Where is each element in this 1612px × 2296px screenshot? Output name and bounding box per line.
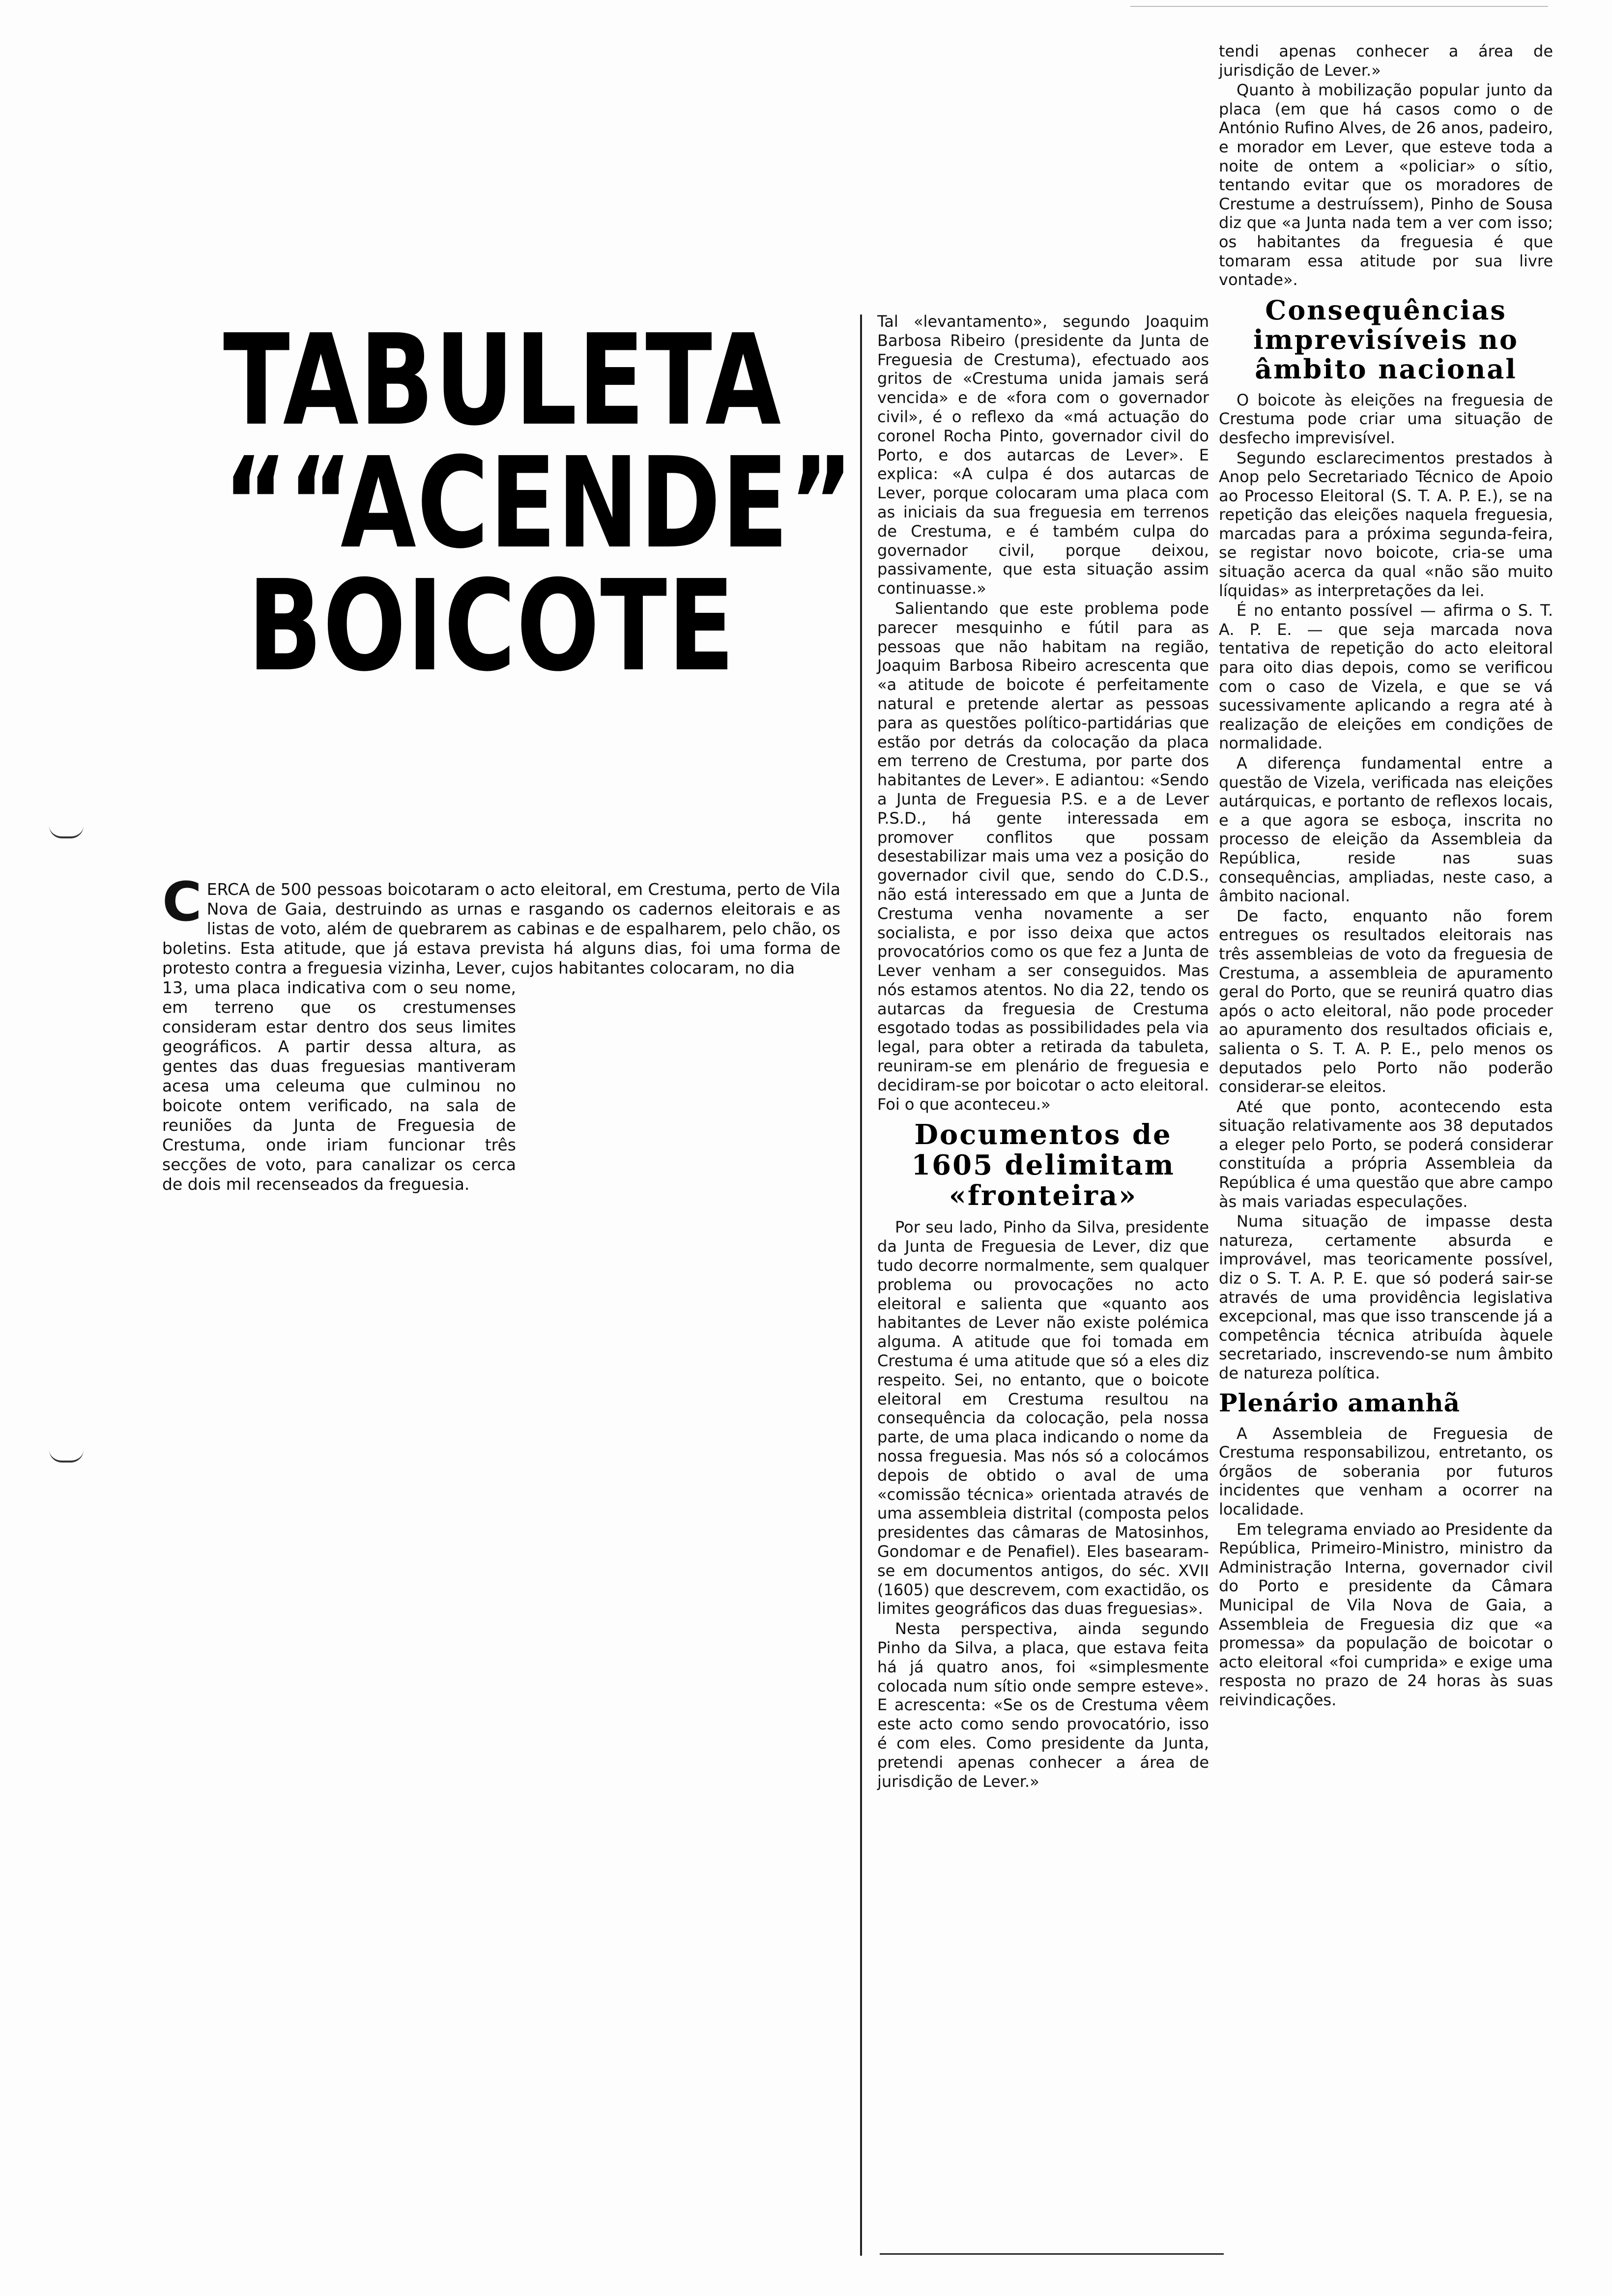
paragraph: A diferença fundamental entre a questão de Vizela, verificada nas eleições autárquicas, e portanto de reflexos locais, e a que agora se esboça, inscrita no processo de eleição da Assembleia da República, reside nas suas consequências, ampliadas, neste caso, a âmbito nacional. [1219, 754, 1553, 906]
scan-mark [49, 1450, 84, 1463]
paragraph: tendi apenas conhecer a área de jurisdição de Lever.» [1219, 42, 1553, 80]
lead-paragraph-continued: 13, uma placa indicativa com o seu nome, em terreno que os crestumenses consideram estar dentro dos seus limites geográficos. A partir dessa altura, as gentes das duas freguesias mantiveram acesa uma celeuma que culminou no boicote ontem verificado, na sala de reuniões da Junta de Freguesia de Crestuma, onde iriam funcionar três secções de voto, para canalizar os cerca de dois mil recenseados da freguesia. [162, 978, 516, 1194]
drop-cap: C [162, 870, 202, 933]
headline-line-2: ““ACENDE” [223, 430, 854, 576]
paragraph: A Assembleia de Freguesia de Crestuma responsabilizou, entretanto, os órgãos de soberania por futuros incidentes que venham a ocorrer na localidade. [1219, 1424, 1553, 1519]
lead-paragraph [162, 870, 840, 978]
article-column-3 [1219, 42, 1553, 1711]
paragraph: O boicote às eleições na freguesia de Crestuma pode criar uma situação de desfecho imprevisível. [1219, 390, 1553, 447]
paragraph: Até que ponto, acontecendo esta situação relativamente aos 38 deputados a eleger pelo Porto, se poderá considerar constituída a própria Assembleia da República é uma questão que abre campo às mais variadas especulações. [1219, 1097, 1553, 1211]
paragraph: Salientando que este problema pode parecer mesquinho e fútil para as pessoas que não habitam na região, Joaquim Barbosa Ribeiro acrescenta que «a atitude de boicote é perfeitamente natural e pretende alertar as pessoas para as questões político-partidárias que estão por detrás da colocação da placa em terreno de Crestuma, por parte dos habitantes de Lever». E adiantou: «Sendo a Junta de Freguesia P.S. e a de Lever P.S.D., há gente interessada em promover conflitos que possam desestabilizar mais uma vez a posição do governador civil que, sendo do C.D.S., não está interessado em que a Junta de Crestuma venha novamente a ser socialista, e por isso deixa que actos provocatórios como os que fez a Junta de Lever venham a ser conseguidos. Mas nós estamos atentos. No dia 22, tendo os autarcas da freguesia de Crestuma esgotado todas as possibilidades pela via legal, para obter a retirada da tabuleta, reuniram-se em plenário de freguesia e decidiram-se por boicotar o acto eleitoral. Foi o que aconteceu.» [877, 599, 1209, 1114]
paragraph: Tal «levantamento», segundo Joaquim Barbosa Ribeiro (presidente da Junta de Freguesia de Crestuma), efectuado aos gritos de «Crestuma unida jamais será vencida» e de «fora com o governador civil», é o reflexo da «má actuação do coronel Rocha Pinto, governador civil do Porto, e dos autarcas de Lever». E explica: «A culpa é dos autarcas de Lever, porque colocaram uma placa com as iniciais da sua freguesia em terrenos de Crestuma, e é também culpa do governador civil, porque deixou, passivamente, que esta situação assim continuasse.» [877, 312, 1209, 598]
article-column-2 [877, 312, 1209, 1792]
column-divider [860, 315, 862, 2256]
paragraph: É no entanto possível — afirma o S. T. A. P. E. — que seja marcada nova tentativa de repetição do acto eleitoral para oito dias depois, como se verificou com o caso de Vizela, e que se vá sucessivamente aplicando a regra até à realização de eleições em condições de normalidade. [1219, 601, 1553, 753]
subheading-consequencias: Consequências imprevisíveis no âmbito nacional [1253, 294, 1519, 385]
paragraph: Nesta perspectiva, ainda segundo Pinho da Silva, a placa, que estava feita há já quatro anos, foi «simplesmente colocada num sítio onde sempre esteve». E acrescenta: «Se os de Crestuma vêem este acto como sendo provocatório, isso é com eles. Como presidente da Junta, pretendi apenas conhecer a área de jurisdição de Lever.» [877, 1619, 1209, 1791]
paragraph: Segundo esclarecimentos prestados à Anop pelo Secretariado Técnico de Apoio ao Processo Eleitoral (S. T. A. P. E.), se na repetição das eleições naquela freguesia, marcadas para a próxima segunda-feira, se registar novo boicote, cria-se uma situação acerca da qual «não são muito líquidas» as interpretações da lei. [1219, 448, 1553, 600]
scan-mark [49, 826, 84, 838]
paragraph: Em telegrama enviado ao Presidente da República, Primeiro-Ministro, ministro da Administração Interna, governador civil do Porto e presidente da Câmara Municipal de Vila Nova de Gaia, a Assembleia de Freguesia diz que «a promessa» da população de boicotar o acto eleitoral «foi cumprida» e exige uma resposta no prazo de 24 horas às suas reivindicações. [1219, 1520, 1553, 1709]
paragraph: Por seu lado, Pinho da Silva, presidente da Junta de Freguesia de Lever, diz que tudo decorre normalmente, sem qualquer problema ou provocações no acto eleitoral e salienta que «quanto aos habitantes de Lever não existe polémica alguma. A atitude que foi tomada em Crestuma é uma atitude que só a eles diz respeito. Sei, no entanto, que o boicote eleitoral em Crestuma resultou na consequência da colocação, pela nossa parte, de uma placa indicando o nome da nossa freguesia. Mas nós só a colocámos depois de obtido o aval de uma «comissão técnica» orientada através de uma assembleia distrital (composta pelos presidentes das câmaras de Matosinhos, Gondomar e de Penafiel). Eles basearam-se em documentos antigos, do séc. XVII (1605) que descrevem, com exactidão, os limites geográficos das duas freguesias». [877, 1218, 1209, 1618]
top-edge-rule [1130, 6, 1548, 7]
headline [147, 308, 854, 699]
column-end-rule [880, 2253, 1224, 2255]
headline-line-3: BOICOTE [247, 553, 736, 699]
subheading-documentos: Documentos de 1605 delimitam «fronteira» [911, 1119, 1175, 1212]
headline-line-1: TABULETA [223, 308, 782, 454]
paragraph: De facto, enquanto não forem entregues os resultados eleitorais nas três assembleias de voto da freguesia de Crestuma, a assembleia de apuramento geral do Porto, que se reunirá quatro dias após o acto eleitoral, não pode proceder ao apuramento dos resultados oficiais e, salienta o S. T. A. P. E., pelo menos os deputados pelo Porto não poderão considerar-se eleitos. [1219, 906, 1553, 1096]
subheading-plenario: Plenário amanhã [1219, 1388, 1461, 1417]
paragraph: Quanto à mobilização popular junto da placa (em que há casos como o de António Rufino Alves, de 26 anos, padeiro, e morador em Lever, que esteve toda a noite de ontem a «policiar» o sítio, tentando evitar que os moradores de Crestume a destruíssem), Pinho de Sousa diz que «a Junta nada tem a ver com isso; os habitantes da freguesia é que tomaram essa atitude por sua livre vontade». [1219, 81, 1553, 289]
paragraph: Numa situação de impasse desta natureza, certamente absurda e improvável, mas teoricamente possível, diz o S. T. A. P. E. que só poderá sair-se através de uma providência legislativa excepcional, mas que isso transcende já a competência técnica atribuída àquele secretariado, inscrevendo-se num âmbito de natureza política. [1219, 1212, 1553, 1382]
lead-paragraph-text: ERCA de 500 pessoas boicotaram o acto eleitoral, em Crestuma, perto de Vila Nova de Gaia, destruindo as urnas e rasgando os cadernos eleitorais e as listas de voto, além de quebrarem as cabinas e de espalharem, pelo chão, os boletins. Esta atitude, que já estava prevista há alguns dias, foi uma forma de protesto contra a freguesia vizinha, Lever, cujos habitantes colocaram, no dia [162, 880, 840, 977]
lead-column [162, 870, 840, 1194]
